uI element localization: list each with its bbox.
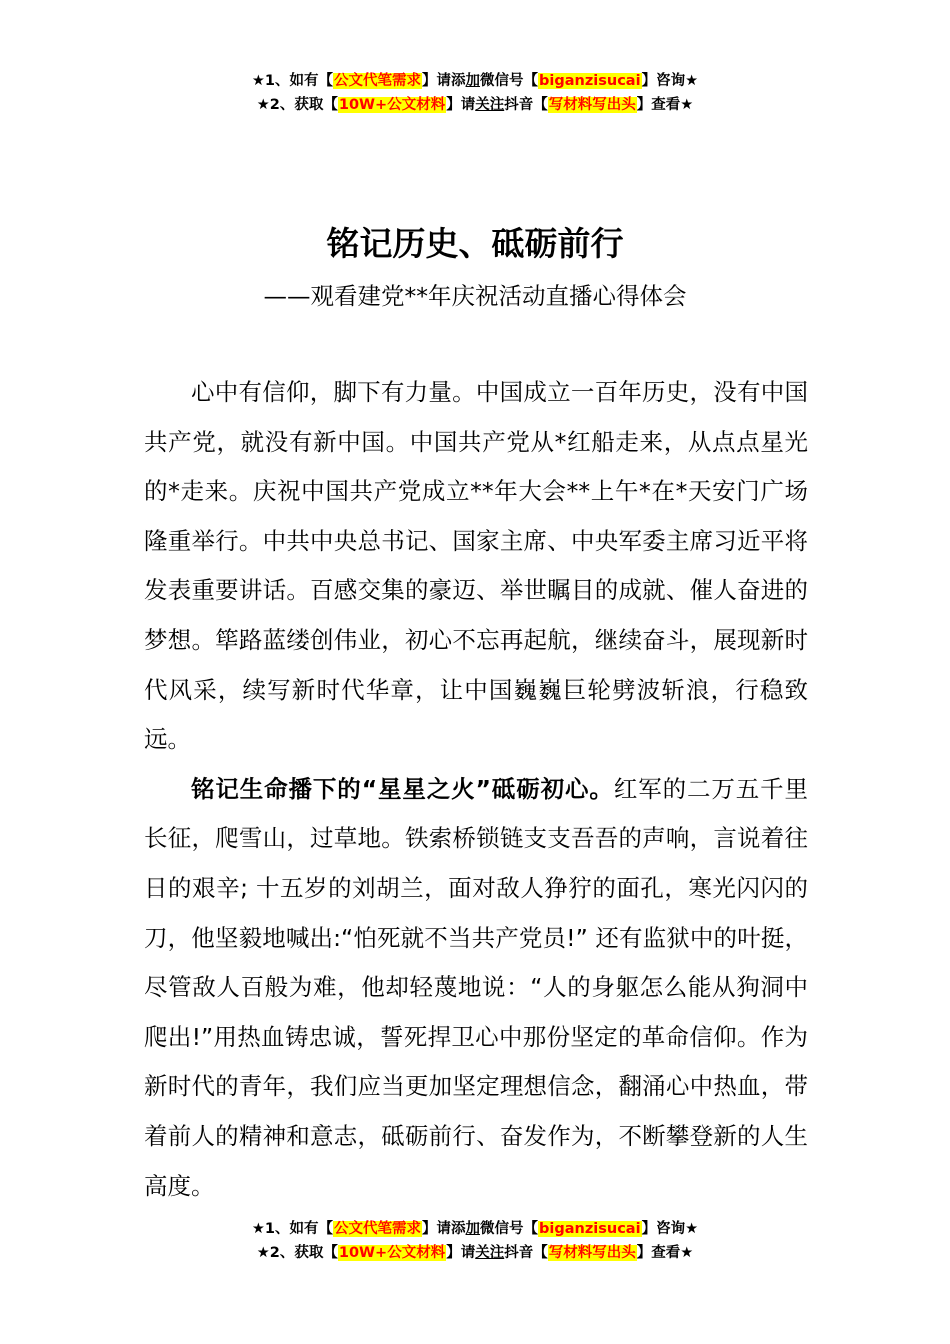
highlight-wechat-id: biganzisucai bbox=[539, 1221, 641, 1237]
bottom-banner bbox=[0, 1217, 950, 1265]
highlight-douyin-account: 写材料写出头 bbox=[548, 1245, 636, 1261]
banner-text: 】咨询★ bbox=[641, 1221, 699, 1237]
banner-text: 抖音【 bbox=[504, 1245, 548, 1261]
banner-text: 】请 bbox=[446, 97, 476, 113]
banner-text: 】请 bbox=[446, 1245, 476, 1261]
document-body bbox=[144, 368, 808, 1211]
banner-line-1 bbox=[0, 1217, 950, 1241]
document-title: 铭记历史、砥砺前行 bbox=[326, 224, 624, 263]
banner-text: 】请添 bbox=[422, 1221, 466, 1237]
highlight-materials: 10W+公文材料 bbox=[338, 97, 446, 113]
banner-underline: 关注 bbox=[475, 1245, 505, 1261]
highlight-materials: 10W+公文材料 bbox=[338, 1245, 446, 1261]
banner-text: ★2、获取【 bbox=[256, 97, 338, 113]
banner-underline: 加 bbox=[465, 73, 481, 89]
banner-text: ★2、获取【 bbox=[256, 1245, 338, 1261]
banner-text: 】查看★ bbox=[636, 97, 694, 113]
banner-text: 】咨询★ bbox=[641, 73, 699, 89]
paragraph-lead-heading: 铭记生命播下的“星星之火”砥砺初心。 bbox=[191, 774, 614, 803]
banner-text: 微信号【 bbox=[480, 73, 539, 89]
highlight-douyin-account: 写材料写出头 bbox=[548, 97, 636, 113]
banner-underline: 加 bbox=[465, 1221, 481, 1237]
banner-text: 】查看★ bbox=[636, 1245, 694, 1261]
banner-text: 微信号【 bbox=[480, 1221, 539, 1237]
banner-text: ★1、如有【 bbox=[251, 73, 334, 89]
banner-line-2 bbox=[0, 1241, 950, 1265]
document-subtitle: ——观看建党**年庆祝活动直播心得体会 bbox=[263, 282, 687, 310]
banner-text: 抖音【 bbox=[504, 97, 548, 113]
top-banner bbox=[0, 69, 950, 117]
banner-line-2 bbox=[0, 93, 950, 117]
banner-line-1 bbox=[0, 69, 950, 93]
paragraph-second bbox=[144, 765, 808, 1211]
banner-underline: 关注 bbox=[475, 97, 505, 113]
paragraph-intro: 心中有信仰，脚下有力量。中国成立一百年历史，没有中国共产党，就没有新中国。中国共产党从*红船走来，从点点星光的*走来。庆祝中国共产党成立**年大会**上午*在*天安门广场隆重举行。中共中央总书记、国家主席、中央军委主席习近平将发表重要讲话。百感交集的豪迈、举世瞩目的成就、催人奋进的梦想。筚路蓝缕创伟业，初心不忘再起航，继续奋斗，展现新时代风采，续写新时代华章，让中国巍巍巨轮劈波斩浪，行稳致远。 bbox=[144, 378, 808, 754]
highlight-service: 公文代笔需求 bbox=[334, 73, 422, 89]
highlight-wechat-id: biganzisucai bbox=[539, 73, 641, 89]
banner-text: ★1、如有【 bbox=[251, 1221, 334, 1237]
highlight-service: 公文代笔需求 bbox=[334, 1221, 422, 1237]
banner-text: 】请添 bbox=[422, 73, 466, 89]
paragraph-body: 红军的二万五千里长征，爬雪山，过草地。铁索桥锁链支支吾吾的声响，言说着往日的艰辛; 十五岁的刘胡兰，面对敌人狰狞的面孔，寒光闪闪的刀，他坚毅地喊出:“怕死就不当共产党员!” 还有监狱中的叶挺，尽管敌人百般为难，他却轻蔑地说：“人的身躯怎么能从狗洞中爬出!”用热血铸忠诚，誓死捍卫心中那份坚定的革命信仰。作为新时代的青年，我们应当更加坚定理想信念，翻涌心中热血，带着前人的精神和意志，砥砺前行、奋发作为，不断攀登新的人生高度。 bbox=[144, 774, 809, 1200]
